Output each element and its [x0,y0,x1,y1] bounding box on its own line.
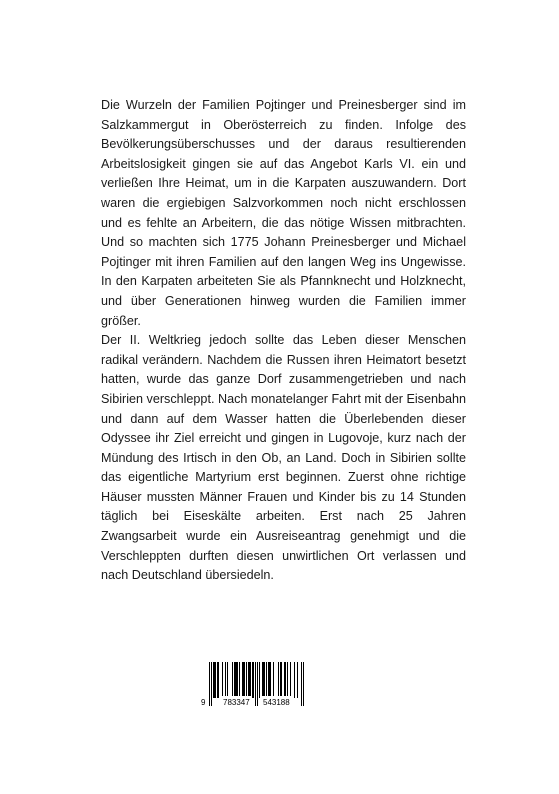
barcode-bar [243,662,244,698]
barcode-bar [244,662,245,698]
barcode-bar [249,662,250,698]
barcode-bar [287,662,288,698]
barcode-bar [218,662,219,698]
barcode-bar [236,662,237,698]
barcode-bar [232,662,233,698]
isbn-barcode [200,662,310,710]
barcode-bar [270,662,271,698]
barcode-bar [269,662,270,698]
barcode-bar [273,662,274,698]
barcode-bar [285,662,286,698]
barcode-bar [246,662,247,698]
barcode-digits [200,696,310,709]
barcode-bar [264,662,265,698]
barcode-left-digits: 783347 [223,698,250,707]
blurb-paragraph-2: Der II. Weltkrieg jedoch sollte das Leben dieser Menschen radikal verändern. Nachdem die Russen ihren Heimatort besetzt hatten, wurde das ganze Dorf zusammengetrieben und nach Sibirien verschleppt. Nach monatelanger Fahrt mit der Eisenbahn und dann auf dem Wasser hatten die Überlebenden dieser Odyssee ihr Ziel erreicht und gingen in Lugovoje, kurz nach der Mündung des Irtisch in den Ob, an Land. Doch in Sibirien sollte das eigentliche Martyrium erst beginnen. Zuerst ohne richtige Häuser mussten Männer Frauen und Kinder bis zu 14 Stunden täglich bei Eiseskälte arbeiten. Erst nach 25 Jahren Zwangsarbeit wurde ein Ausreiseantrag genehmigt und die Verschleppten durften diesen unwirtlichen Ort verlassen und nach Deutschland übersiedeln. [101,333,466,583]
barcode-bar [266,662,267,698]
barcode-bar [294,662,295,698]
barcode-bar [284,662,285,698]
barcode-right-digits: 543188 [263,698,290,707]
barcode-bar [280,662,281,698]
barcode-bar [281,662,282,698]
blurb-text [101,96,466,586]
barcode-bar [214,662,215,698]
barcode-bar [253,662,254,698]
barcode-bar [252,662,253,698]
barcode-bar [290,662,291,698]
barcode-bar [262,662,263,698]
barcode-bar [250,662,251,698]
barcode-first-digit: 9 [201,698,206,707]
barcode-bar [225,662,226,698]
barcode-bar [268,662,269,698]
barcode-bar [237,662,238,698]
barcode-bar [278,662,279,698]
barcode-bar [248,662,249,698]
barcode-bar [222,662,223,698]
barcode-bar [227,662,228,698]
barcode-bar [213,662,214,698]
barcode-bar [263,662,264,698]
barcode-bar [259,662,260,698]
barcode-bar [234,662,235,698]
barcode-bar [297,662,298,698]
barcode-bar [242,662,243,698]
barcode-bar [217,662,218,698]
barcode-bar [215,662,216,698]
blurb-paragraph-1: Die Wurzeln der Familien Pojtinger und Preinesberger sind im Salzkammergut in Oberösterreich zu finden. Infolge des Bevölkerungsüberschusses und der daraus resultierenden Arbeitslosigkeit gingen sie auf das Angebot Karls VI. ein und verließen Ihre Heimat, um in die Karpaten auszuwandern. Dort waren die ergiebigen Salzvorkommen noch nicht erschlossen und es fehlte an Arbeitern, die das nötige Wissen mitbrachten. Und so machten sich 1775 Johann Preinesberger und Michael Pojtinger mit ihren Familien auf den langen Weg ins Ungewisse. In den Karpaten arbeiteten Sie als Pfannknecht und Holzknecht, und über Generationen hinweg wurden die Familien immer größer. [101,98,466,328]
barcode-bar [239,662,240,698]
barcode-bar [235,662,236,698]
